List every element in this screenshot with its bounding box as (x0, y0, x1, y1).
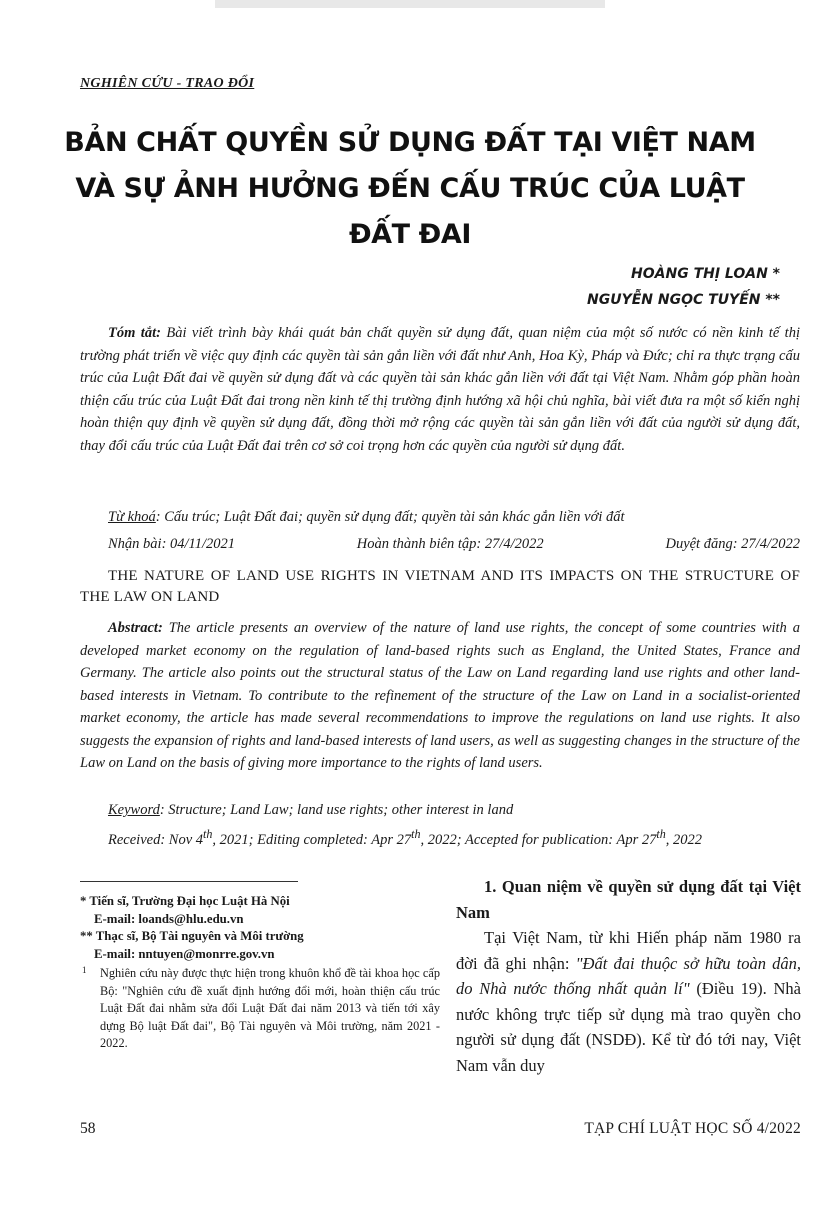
author-2: NGUYỄN NGỌC TUYẾN ** (587, 292, 780, 308)
abstract-label-vi: Tóm tắt: (108, 325, 161, 341)
date-received: Nhận bài: 04/11/2021 (108, 536, 236, 552)
email-1: E-mail: loands@hlu.edu.vn (94, 911, 244, 926)
english-abstract (80, 617, 800, 775)
title-line-2: VÀ SỰ ẢNH HƯỞNG ĐẾN CẤU TRÚC CỦA LUẬT ĐẤT ĐAI (75, 173, 745, 250)
body-paragraph (456, 925, 801, 1078)
keywords-text-vi: : Cấu trúc; Luật Đất đai; quyền sử dụng đất; quyền tài sản khác gắn liền với đất (155, 509, 625, 525)
funding-note: Nghiên cứu này được thực hiện trong khuôn khổ đề tài khoa học cấp Bộ: "Nghiên cứu đề xuất định hướng đổi mới, hoàn thiện cấu trúc Luật Đất đai nhằm sửa đổi Luật Đất đai năm 2013 và tiến tới xây dựng Bộ luật Đất đai", Bộ Tài nguyên và Môi trường, năm 2021 - 2022. (100, 966, 440, 1050)
english-dates (108, 827, 702, 849)
en-date-part: , 2022 (665, 831, 703, 848)
abstract-text-vi: Bài viết trình bày khái quát bản chất quyền sử dụng đất, quan niệm của một số nước có nền kinh tế thị trường phát triển về việc quy định các quyền tài sản gắn liền với đất như Anh, Hoa Kỳ, Pháp và Đức; chỉ ra thực trạng cấu trúc của Luật Đất đai về quyền sử dụng đất và các quyền tài sản khác gắn liền với đất tại Việt Nam. Nhằm góp phần hoàn thiện cấu trúc của Luật Đất đai trong nền kinh tế thị trường định hướng xã hội chủ nghĩa, bài viết đưa ra một số kiến nghị hoàn thiện quy định về quyền sử dụng đất, đồng thời mở rộng các quyền tài sản gắn liền với đất của người sử dụng đất, thay đổi cấu trúc của Luật Đất đai trên cơ sở coi trọng hơn các quyền của người sử dụng đất. (80, 325, 800, 454)
abstract-label-en: Abstract: (108, 620, 163, 636)
footnotes (80, 893, 440, 1053)
keywords-label-vi: Từ khoá (108, 509, 156, 525)
section-label: NGHIÊN CỨU - TRAO ĐỔI (80, 76, 255, 91)
date-edited: Hoàn thành biên tập: 27/4/2022 (356, 536, 544, 552)
en-date-sup: th (656, 827, 666, 841)
article-title (60, 120, 760, 258)
abstract-text-en: The article presents an overview of the nature of land use rights, the concept of some countries with a developed market economy on the regulation of land-based rights such as England, the United States, France and Germany. The article also points out the structural status of the Law on Land regarding land use rights and other land-based interests in Vietnam. To contribute to the refinement of the structure of the Law on Land in a socialist-oriented market economy, the article has made several recommendations to improve the regulations on land use rights. It also suggests the expansion of rights and land-based interests of land users, as well as suggesting changes in the structure of the Law on Land on the basis of giving more importance to the rights of land users. (80, 620, 800, 771)
authors (587, 261, 780, 313)
body-text: Tại Việt Nam, từ khi Hiến pháp năm 1980 ra đời đã ghi nhận: (456, 928, 801, 973)
email-2: E-mail: nntuyen@monrre.gov.vn (94, 946, 275, 961)
en-date-sup: th (411, 827, 421, 841)
affiliation-2: ** Thạc sĩ, Bộ Tài nguyên và Môi trường (80, 929, 304, 943)
page-number: 58 (80, 1120, 96, 1137)
scan-top-shadow (215, 0, 605, 8)
en-date-sup: th (203, 827, 213, 841)
publication-dates (108, 536, 800, 553)
section-heading: 1. Quan niệm về quyền sử dụng đất tại Việt Nam (456, 877, 801, 922)
footnote-mark: 1 (82, 965, 87, 975)
constitution-quote: "Đất đai thuộc sở hữu toàn dân, do Nhà nước thống nhất quản lí" (456, 953, 802, 998)
en-date-part: , 2022; Accepted for publication: Apr 27 (420, 831, 657, 848)
english-keywords (108, 802, 513, 819)
footnote-author-1 (80, 893, 440, 928)
footnote-author-2 (80, 928, 440, 963)
journal-name: TẠP CHÍ LUẬT HỌC SỐ 4/2022 (584, 1120, 801, 1137)
vietnamese-keywords (108, 509, 625, 526)
en-date-part: Received: Nov 4 (108, 831, 204, 848)
body-text: (Điều 19). Nhà nước không trực tiếp sử dụng mà trao quyền cho người sử dụng đất (NSDĐ). Kể từ đó tới nay, Việt Nam vẫn duy (456, 979, 801, 1075)
en-date-part: , 2021; Editing completed: Apr 27 (212, 831, 412, 848)
affiliation-1: * Tiến sĩ, Trường Đại học Luật Hà Nội (80, 894, 290, 908)
keywords-text-en: : Structure; Land Law; land use rights; other interest in land (159, 802, 514, 818)
author-1: HOÀNG THỊ LOAN * (631, 266, 780, 282)
footnote-funding (80, 965, 440, 1053)
vietnamese-abstract (80, 322, 800, 457)
title-line-1: BẢN CHẤT QUYỀN SỬ DỤNG ĐẤT TẠI VIỆT NAM (64, 127, 756, 158)
body-column (456, 874, 801, 1078)
english-title: THE NATURE OF LAND USE RIGHTS IN VIETNAM AND ITS IMPACTS ON THE STRUCTURE OF THE LAW ON LAND (80, 568, 800, 605)
keywords-label-en: Keyword (108, 802, 160, 818)
date-accepted: Duyệt đăng: 27/4/2022 (665, 536, 800, 552)
footnote-divider (80, 881, 298, 882)
